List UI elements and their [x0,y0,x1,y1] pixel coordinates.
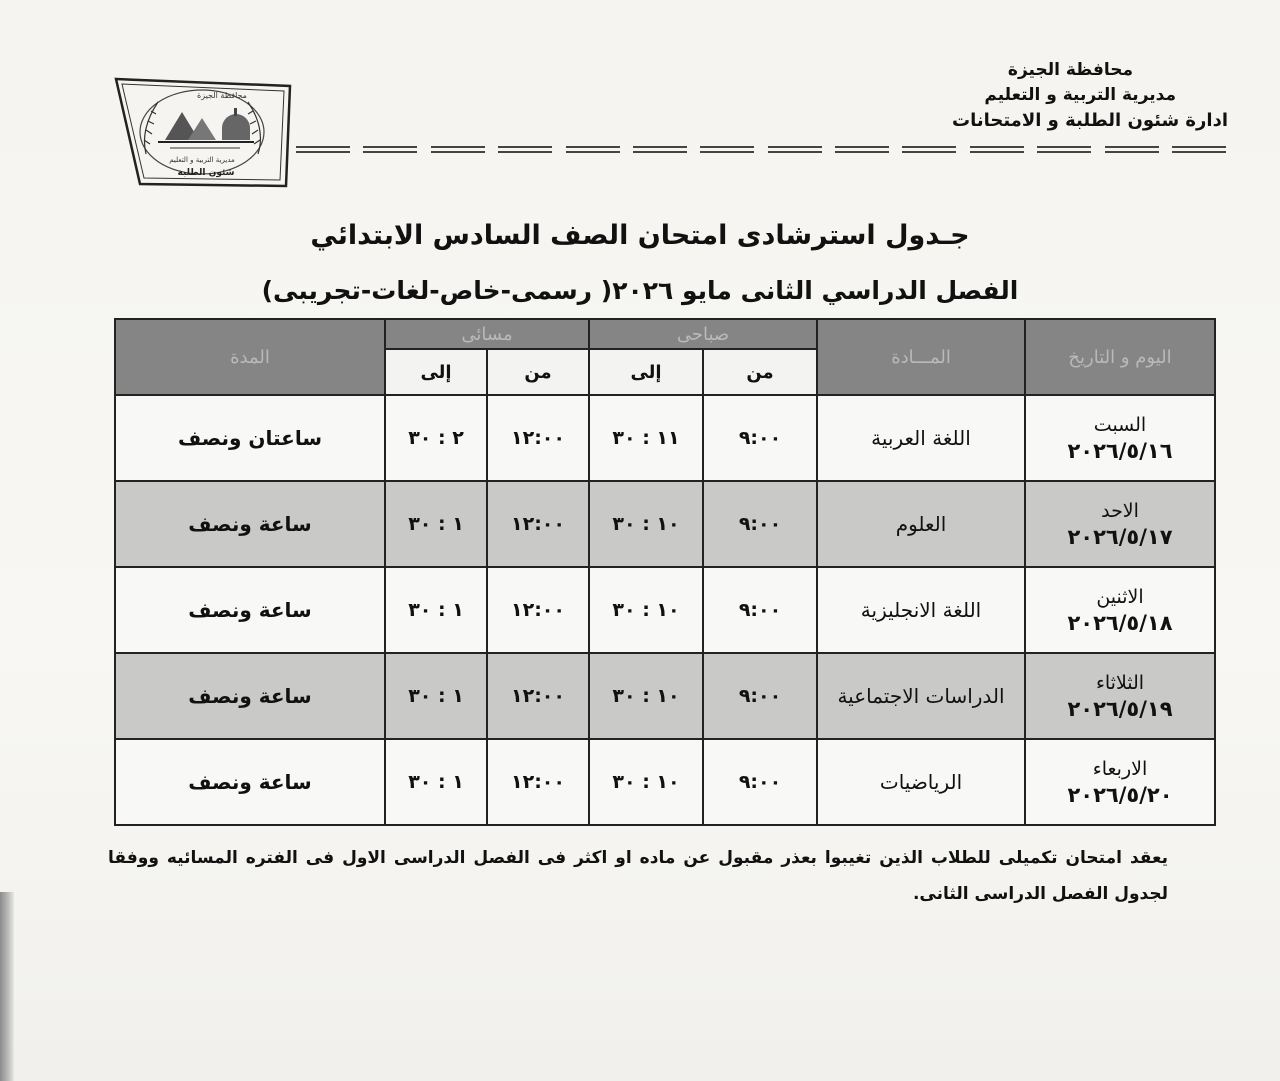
subject-cell: اللغة العربية [817,395,1025,481]
duration-cell: ساعة ونصف [115,653,385,739]
exam-date: ٢٠٢٦/٥/١٩ [1067,697,1173,721]
header-morning-to: إلى [589,349,703,395]
table-header-row [115,319,1215,349]
header-separator [296,143,1226,155]
header-morning-from: من [703,349,817,395]
evening-from-cell: ١٢:٠٠ [487,653,589,739]
day-name: الاثنين [1096,586,1144,608]
day-name: الاربعاء [1092,758,1148,780]
seal-top-text: محافظة الجيزة [197,91,247,100]
table-row [115,481,1215,567]
document-title: جـدول استرشادى امتحان الصف السادس الابتدائي [310,220,970,251]
scan-edge-artifact [0,892,14,1081]
day-name: السبت [1093,414,1147,436]
morning-from-cell: ٩:٠٠ [703,739,817,825]
subject-cell: الرياضيات [817,739,1025,825]
makeup-exam-note: يعقد امتحان تكميلى للطلاب الذين تغيبوا بعذر مقبول عن ماده او اكثر فى الفصل الدراسى الاول فى الفتره المسائيه ووفقا لجدول الفصل الدراسى الثانى. [108,848,1168,904]
day-date-cell [1025,395,1215,481]
header-duration: المدة [115,319,385,395]
header-evening-from: من [487,349,589,395]
exam-date: ٢٠٢٦/٥/٢٠ [1067,783,1173,807]
evening-to-cell: ١ : ٣٠ [385,481,487,567]
evening-from-cell: ١٢:٠٠ [487,481,589,567]
subject-cell: اللغة الانجليزية [817,567,1025,653]
header-evening: مسائى [385,319,589,349]
morning-to-cell: ١٠ : ٣٠ [589,567,703,653]
header-day-date: اليوم و التاريخ [1025,319,1215,395]
duration-cell: ساعة ونصف [115,481,385,567]
subject-cell: الدراسات الاجتماعية [817,653,1025,739]
document-subtitle: الفصل الدراسي الثانى مايو ٢٠٢٦( رسمى-خاص-لغات-تجريبى) [261,276,1019,305]
day-date-cell [1025,739,1215,825]
table-row [115,395,1215,481]
day-date-cell [1025,481,1215,567]
header-subject: المـــادة [817,319,1025,395]
morning-from-cell: ٩:٠٠ [703,395,817,481]
morning-to-cell: ١١ : ٣٠ [589,395,703,481]
table-row [115,739,1215,825]
morning-from-cell: ٩:٠٠ [703,567,817,653]
seal-middle-text: مديرية التربية و التعليم [169,156,235,164]
evening-to-cell: ١ : ٣٠ [385,567,487,653]
exam-date: ٢٠٢٦/٥/١٦ [1067,439,1173,463]
day-name: الثلاثاء [1095,672,1145,694]
official-seal [110,74,295,189]
duration-cell: ساعة ونصف [115,567,385,653]
header-morning: صباحى [589,319,817,349]
evening-from-cell: ١٢:٠٠ [487,739,589,825]
duration-cell: ساعتان ونصف [115,395,385,481]
exam-date: ٢٠٢٦/٥/١٨ [1067,611,1173,635]
morning-to-cell: ١٠ : ٣٠ [589,739,703,825]
seal-bottom-text: شئون الطلبة [177,168,235,178]
day-date-cell [1025,567,1215,653]
evening-from-cell: ١٢:٠٠ [487,395,589,481]
evening-to-cell: ١ : ٣٠ [385,653,487,739]
morning-from-cell: ٩:٠٠ [703,653,817,739]
evening-to-cell: ٢ : ٣٠ [385,395,487,481]
evening-to-cell: ١ : ٣٠ [385,739,487,825]
day-name: الاحد [1101,500,1139,522]
header-department: ادارة شئون الطلبة و الامتحانات [952,110,1228,131]
header-directorate: مديرية التربية و التعليم [984,85,1176,105]
exam-schedule-table [114,318,1216,826]
morning-to-cell: ١٠ : ٣٠ [589,653,703,739]
day-date-cell [1025,653,1215,739]
subject-cell: العلوم [817,481,1025,567]
morning-from-cell: ٩:٠٠ [703,481,817,567]
table-row [115,653,1215,739]
duration-cell: ساعة ونصف [115,739,385,825]
exam-date: ٢٠٢٦/٥/١٧ [1067,525,1173,549]
header-evening-to: إلى [385,349,487,395]
morning-to-cell: ١٠ : ٣٠ [589,481,703,567]
document-header [848,58,1228,133]
table-row [115,567,1215,653]
header-governorate: محافظة الجيزة [1007,60,1133,80]
evening-from-cell: ١٢:٠٠ [487,567,589,653]
